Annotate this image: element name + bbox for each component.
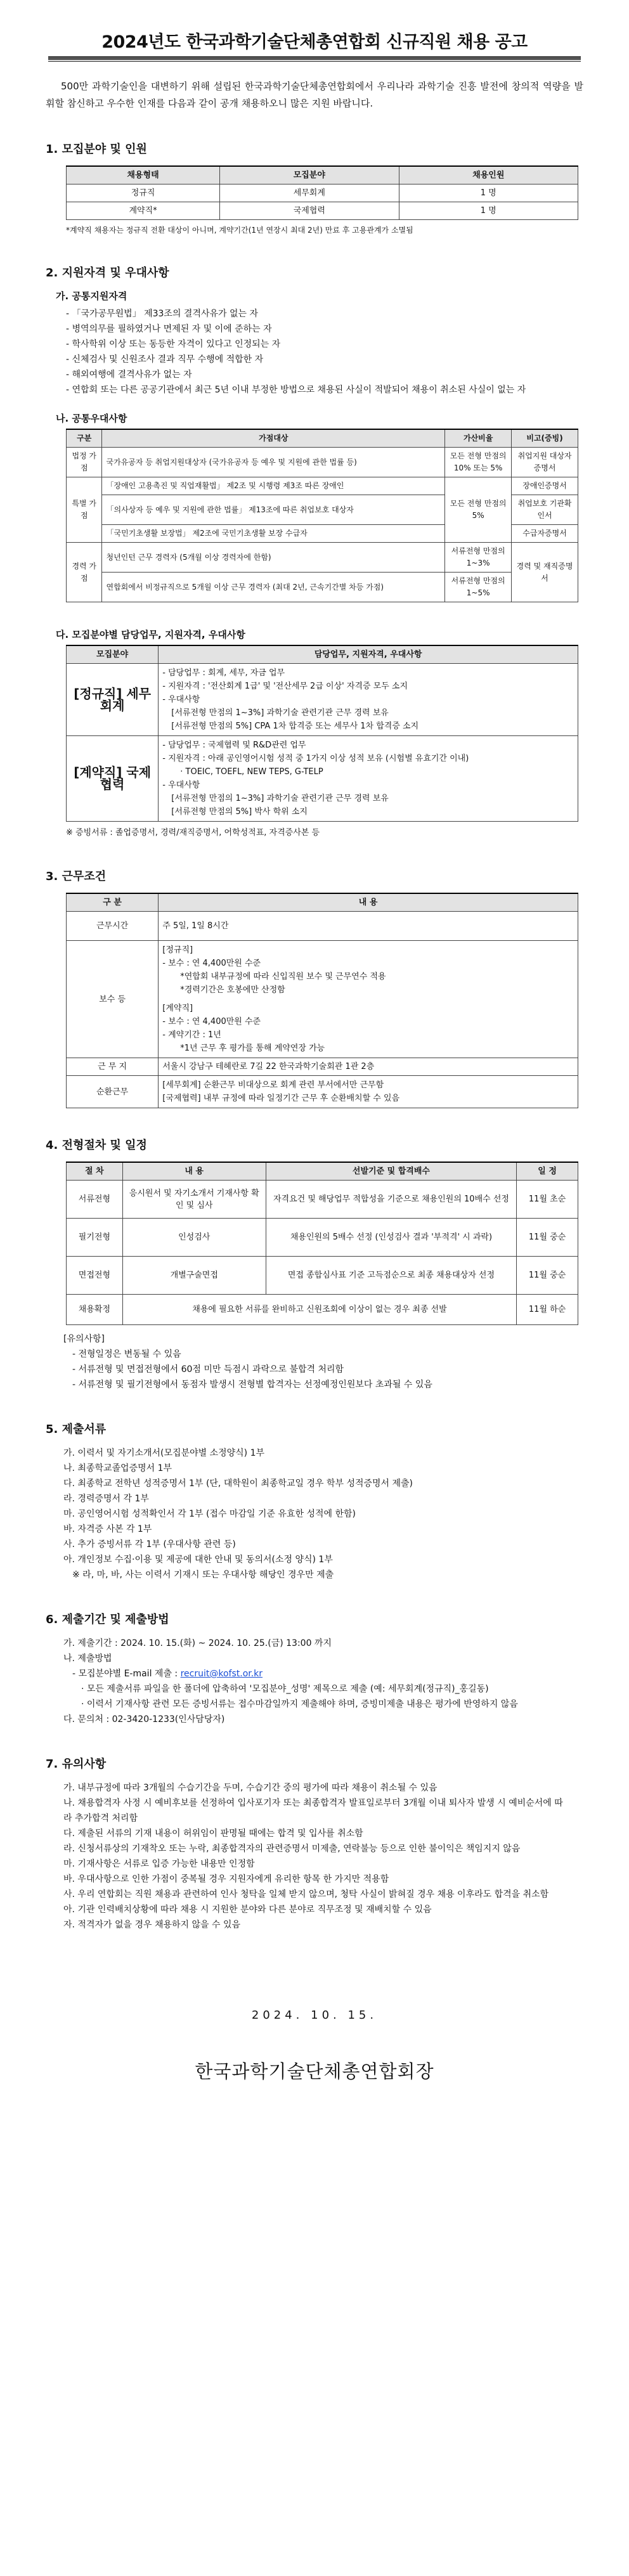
cell: 면접전형: [67, 1257, 123, 1295]
th-target: 가점대상: [102, 429, 445, 448]
list-item: 마. 기재사항은 서류로 입증 가능한 내용만 인정함: [63, 1859, 255, 1869]
table-row: [67, 477, 578, 495]
list-item: 가. 이력서 및 자기소개서(모집분야별 소정양식) 1부: [63, 1448, 265, 1458]
cell: 모든 전형 만점의 5%: [445, 477, 512, 543]
line: - 보수 : 연 4,400만원 수준: [162, 959, 261, 968]
line: - 우대사항: [162, 780, 200, 790]
cell: 인성검사: [122, 1219, 266, 1257]
cell: 서류전형 만점의 1~5%: [445, 573, 512, 602]
table-row: [67, 448, 578, 477]
positions-table: [66, 165, 578, 220]
cell: 11월 하순: [517, 1295, 578, 1325]
th-content: 내 용: [159, 893, 578, 912]
list-item: - 학사학위 이상 또는 동등한 자격이 있다고 인정되는 자: [66, 339, 281, 349]
cell: 채용에 필요한 서류를 완비하고 신원조회에 이상이 없는 경우 최종 선발: [122, 1295, 516, 1325]
list-item: - 신체검사 및 신원조사 결과 직무 수행에 적합한 자: [66, 354, 264, 365]
cell: 개별구술면접: [122, 1257, 266, 1295]
title-rule: [48, 56, 581, 60]
cell: 서울시 강남구 테헤란로 7길 22 한국과학기술회관 1관 2층: [159, 1058, 578, 1076]
table-row: [67, 941, 578, 1058]
list-item: 나. 채용합격자 사정 시 예비후보를 선정하여 입사포기자 또는 최종합격자 발표일로부터 3개월 이내 퇴사자 발생 시 예비순서에 따라 추가합격 처리함: [63, 1798, 563, 1823]
contact: 다. 문의처 : 02-3420-1233(인사담당자): [63, 1714, 225, 1725]
section-7-heading: 7. 유의사항: [46, 1757, 107, 1771]
rotation-cell: [159, 1076, 578, 1108]
th-content: 내 용: [122, 1162, 266, 1181]
cell: 연합회에서 비정규직으로 5개월 이상 근무 경력자 (최대 2년, 근속기간별 차등 가점): [102, 573, 445, 602]
section-5-heading: 5. 제출서류: [46, 1423, 107, 1436]
cell: 국제협력: [220, 202, 399, 220]
table-row: [67, 573, 578, 602]
list-item: - 연합회 또는 다른 공공기관에서 최근 5년 이내 부정한 방법으로 채용된 사실이 적발되어 채용이 취소된 사실이 없는 자: [66, 385, 526, 395]
list-item: 바. 우대사항으로 인한 가점이 중복될 경우 지원자에게 유리한 항목 한 가지만 적용함: [63, 1874, 389, 1884]
cell: 세무회계: [220, 184, 399, 202]
conditions-table: [66, 893, 578, 1108]
th-criteria: 선발기준 및 합격배수: [266, 1162, 516, 1181]
line: *연합회 내부규정에 따라 신입직원 보수 및 근무연수 적용: [180, 972, 386, 981]
list-item: 바. 자격증 사본 각 1부: [63, 1524, 152, 1534]
cell: 정규직: [67, 184, 220, 202]
submission-method: [63, 1636, 568, 1727]
field-cell: [정규직] 세무회계: [67, 664, 159, 736]
table-row: [67, 1219, 578, 1257]
duties-title: 다. 모집분야별 담당업무, 지원자격, 우대사항: [56, 629, 245, 640]
list-item: - 서류전형 및 필기전형에서 동점자 발생시 전형별 합격자는 선정예정인원보다 초과될 수 있음: [72, 1380, 432, 1390]
line: *1년 근무 후 평가를 통해 계약연장 가능: [180, 1044, 325, 1053]
cell: 경력 가점: [67, 543, 102, 602]
th-type: 채용형태: [67, 166, 220, 184]
section-6-heading: 6. 제출기간 및 제출방법: [46, 1613, 169, 1626]
duties-cell: [159, 664, 578, 736]
table-row: [67, 1076, 578, 1108]
list-item: · 모든 제출서류 파일을 한 폴더에 압축하여 '모집분야_성명' 제목으로 제출 (예: 세무회계(정규직)_홍길동): [81, 1684, 489, 1694]
list-item: - 「국가공무원법」 제33조의 결격사유가 없는 자: [66, 309, 259, 319]
cell: 경력 및 재직증명서: [512, 543, 578, 602]
line: - 보수 : 연 4,400만원 수준: [162, 1017, 261, 1026]
preferences-table: [66, 429, 578, 602]
field-cell: [계약직] 국제협력: [67, 736, 159, 822]
th-rate: 가산비율: [445, 429, 512, 448]
line: [세무회계] 순환근무 비대상으로 회계 관련 부서에서만 근무함: [162, 1080, 384, 1090]
cell: 특별 가점: [67, 477, 102, 543]
th-field: 모집분야: [67, 645, 159, 664]
cell: 주 5일, 1일 8시간: [159, 912, 578, 941]
th-category: 구분: [67, 429, 102, 448]
table-row: [67, 664, 578, 736]
cell: 법정 가점: [67, 448, 102, 477]
table-row: [67, 543, 578, 573]
list-item: 사. 우리 연합회는 직원 채용과 관련하여 인사 청탁을 일체 받지 않으며, 청탁 사실이 밝혀질 경우 채용 이후라도 합격을 취소함: [63, 1889, 549, 1900]
cell: 국가유공자 등 취업지원대상자 (국가유공자 등 예우 및 지원에 관한 법률 등): [102, 448, 445, 477]
table-row: [67, 736, 578, 822]
list-item: 가. 내부규정에 따라 3개월의 수습기간을 두며, 수습기간 중의 평가에 따라 채용이 취소될 수 있음: [63, 1783, 438, 1793]
period: 가. 제출기간 : 2024. 10. 15.(화) ~ 2024. 10. 25.(금) 13:00 까지: [63, 1638, 332, 1648]
line: - 지원자격 : '전산회계 1급' 및 '전산세무 2급 이상' 자격증 모두 소지: [162, 682, 408, 691]
table-row: [67, 1295, 578, 1325]
cell: 11월 초순: [517, 1181, 578, 1219]
common-qualifications-title: 가. 공통지원자격: [56, 290, 127, 302]
cell: 계약직*: [67, 202, 220, 220]
cell: 장애인증명서: [512, 477, 578, 495]
list-item: 다. 제출된 서류의 기재 내용이 허위임이 판명될 때에는 합격 및 입사를 취소함: [63, 1828, 363, 1839]
list-item: ※ 라, 마, 바, 사는 이력서 기재시 또는 우대사항 해당인 경우만 제출: [72, 1570, 334, 1580]
th-schedule: 일 정: [517, 1162, 578, 1181]
line: [계약직]: [162, 1004, 193, 1013]
cell: 청년인턴 근무 경력자 (5개월 이상 경력자에 한함): [102, 543, 445, 573]
cell: 서류전형 만점의 1~3%: [445, 543, 512, 573]
page-title: 2024년도 한국과학기술단체총연합회 신규직원 채용 공고: [101, 32, 528, 52]
list-item: 나. 최종학교졸업증명서 1부: [63, 1463, 172, 1473]
section-2-heading: 2. 지원자격 및 우대사항: [46, 266, 169, 280]
cell: 「의사상자 등 예우 및 지원에 관한 법률」 제13조에 따른 취업보호 대상자: [102, 495, 445, 525]
table-row: [67, 1257, 578, 1295]
cell: 취업지원 대상자 증명서: [512, 448, 578, 477]
th-duties: 담당업무, 지원자격, 우대사항: [159, 645, 578, 664]
table-row: [67, 1058, 578, 1076]
line: [정규직]: [162, 945, 193, 955]
th-field: 모집분야: [220, 166, 399, 184]
section-3-heading: 3. 근무조건: [46, 870, 107, 883]
line: - 지원자격 : 아래 공인영어시험 성적 중 1가지 이상 성적 보유 (시험별 유효기간 이내): [162, 754, 469, 763]
list-item: - 해외여행에 결격사유가 없는 자: [66, 370, 192, 380]
process-table: [66, 1162, 578, 1325]
process-notes: [63, 1331, 568, 1392]
duties-table: [66, 645, 578, 822]
cell: 순환근무: [67, 1076, 159, 1108]
cell: 「국민기초생활 보장법」 제2조에 국민기초생활 보장 수급자: [102, 525, 445, 543]
list-item: 라. 신청서류상의 기재착오 또는 누락, 최종합격자의 관련증명서 미제출, 연락불능 등으로 인한 불이익은 책임지지 않음: [63, 1844, 521, 1854]
email-prefix: - 모집분야별 E-mail 제출 :: [72, 1669, 178, 1679]
line: - 담당업무 : 국제협력 및 R&D관련 업무: [162, 741, 306, 750]
documents-note: ※ 증빙서류 : 졸업증명서, 경력/재직증명서, 어학성적표, 자격증사본 등: [66, 828, 320, 838]
th-count: 채용인원: [399, 166, 578, 184]
intro-paragraph: 500만 과학기술인을 대변하기 위해 설립된 한국과학기술단체총연합회에서 우리나라 과학기술 진흥 발전에 창의적 역량을 발휘할 참신하고 우수한 인재를 다음과 같이 공개 채용하오니 많은 지원 바랍니다.: [46, 81, 583, 109]
table-row: [67, 1181, 578, 1219]
email-line: [63, 1666, 568, 1681]
list-item: 자. 적격자가 없을 경우 채용하지 않을 수 있음: [63, 1920, 241, 1930]
section-1-note: *계약직 채용자는 정규직 전환 대상이 아니며, 계약기간(1년 연장시 최대 2년) 만료 후 고용관계가 소멸됨: [66, 226, 413, 235]
cell: 1 명: [399, 184, 578, 202]
section-4-heading: 4. 전형절차 및 일정: [46, 1139, 147, 1152]
list-item: - 병역의무를 필하였거나 면제된 자 및 이에 준하는 자: [66, 324, 272, 334]
list-item: 아. 기관 인력배치상황에 따라 채용 시 지원한 분야와 다른 분야로 직무조정 및 재배치할 수 있음: [63, 1905, 432, 1915]
line: - 계약기간 : 1년: [162, 1030, 221, 1040]
th-category: 구 분: [67, 893, 159, 912]
list-item: · 이력서 기재사항 관련 모든 증빙서류는 접수마감일까지 제출해야 하며, 증빙미제출 내용은 평가에 반영하지 않음: [81, 1699, 518, 1709]
cell: 11월 중순: [517, 1219, 578, 1257]
issuer-name: 한국과학기술단체총연합회장: [195, 2061, 434, 2082]
email-link[interactable]: recruit@kofst.or.kr: [180, 1669, 263, 1679]
cell: 채용인원의 5배수 선정 (인성검사 결과 '부적격' 시 과락): [266, 1219, 516, 1257]
list-item: - 서류전형 및 면접전형에서 60점 미만 득점시 과락으로 불합격 처리함: [72, 1364, 344, 1375]
line: *경력기간은 호봉에만 산정함: [180, 985, 285, 995]
list-item: 라. 경력증명서 각 1부: [63, 1494, 149, 1504]
line: · TOEIC, TOEFL, NEW TEPS, G-TELP: [180, 767, 323, 777]
submission-list: [63, 1446, 568, 1582]
cell: 모든 전형 만점의 10% 또는 5%: [445, 448, 512, 477]
line: [서류전형 만점의 1~3%] 과학기술 관련기관 근무 경력 보유: [171, 708, 389, 718]
line: - 담당업무 : 회계, 세무, 자금 업무: [162, 668, 285, 678]
cell: 근무시간: [67, 912, 159, 941]
th-remark: 비고(증빙): [512, 429, 578, 448]
cell: 수급자증명서: [512, 525, 578, 543]
cell: 취업보호 기관확인서: [512, 495, 578, 525]
line: [서류전형 만점의 5%] 박사 학위 소지: [171, 807, 308, 817]
line: - 우대사항: [162, 695, 200, 704]
cell: 자격요건 및 해당업무 적합성을 기준으로 채용인원의 10배수 선정: [266, 1181, 516, 1219]
announcement-date: 2024. 10. 15.: [251, 2009, 378, 2022]
cell: 서류전형: [67, 1181, 123, 1219]
notes-title: [유의사항]: [63, 1334, 105, 1344]
line: [국제협력] 내부 규정에 따라 일정기간 근무 후 순환배치할 수 있음: [162, 1094, 400, 1103]
th-step: 절 차: [67, 1162, 123, 1181]
common-qualifications-list: [66, 306, 568, 398]
list-item: - 전형일정은 변동될 수 있음: [72, 1349, 181, 1359]
section-1-heading: 1. 모집분야 및 인원: [46, 143, 147, 156]
cell: 근 무 지: [67, 1058, 159, 1076]
method-title: 나. 제출방법: [63, 1654, 112, 1664]
cell: 채용확정: [67, 1295, 123, 1325]
list-item: 아. 개인정보 수집·이용 및 제공에 대한 안내 및 동의서(소정 양식) 1부: [63, 1555, 333, 1565]
cell: 1 명: [399, 202, 578, 220]
cell: 「장애인 고용촉진 및 직업재활법」 제2조 및 시행령 제3조 따른 장애인: [102, 477, 445, 495]
duties-cell: [159, 736, 578, 822]
cell: 보수 등: [67, 941, 159, 1058]
list-item: 사. 추가 증빙서류 각 1부 (우대사항 관련 등): [63, 1539, 236, 1550]
cell: 응시원서 및 자기소개서 기재사항 확인 및 심사: [122, 1181, 266, 1219]
pay-cell: [159, 941, 578, 1058]
cell: 면접 종합심사표 기준 고득점순으로 최종 채용대상자 선정: [266, 1257, 516, 1295]
notice-list: [63, 1780, 568, 1932]
cell: 필기전형: [67, 1219, 123, 1257]
preferences-title: 나. 공통우대사항: [56, 413, 127, 424]
table-row: [67, 202, 578, 220]
table-row: [67, 184, 578, 202]
cell: 11월 중순: [517, 1257, 578, 1295]
list-item: 마. 공인영어시험 성적확인서 각 1부 (접수 마감일 기준 유효한 성적에 한함): [63, 1509, 356, 1519]
line: [서류전형 만점의 5%] CPA 1차 합격증 또는 세무사 1차 합격증 소지: [171, 722, 419, 731]
table-row: [67, 912, 578, 941]
list-item: 다. 최종학교 전학년 성적증명서 1부 (단, 대학원이 최종학교일 경우 학부 성적증명서 제출): [63, 1479, 413, 1489]
line: [서류전형 만점의 1~3%] 과학기술 관련기관 근무 경력 보유: [171, 794, 389, 803]
